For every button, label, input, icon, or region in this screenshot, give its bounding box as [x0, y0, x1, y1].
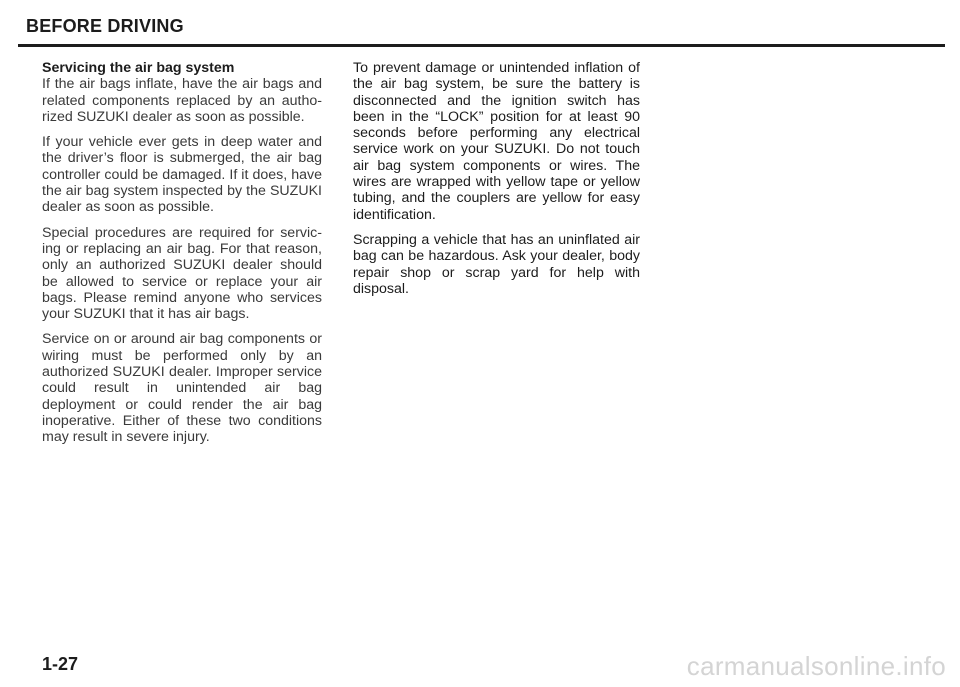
paragraph-special-procedures: Special procedures are required for servicing or replacing an air bag. For that reason, only an authorized SUZUKI dealer should be allowed to service or replace your air bags. Please remind anyone who services your SUZUKI that it has air bags. — [42, 224, 322, 323]
section-heading: Servicing the air bag system — [42, 60, 235, 76]
watermark-text: carmanualsonline.info — [686, 651, 946, 681]
paragraph-inflation: If the air bags inflate, have the air bags and related components replaced by an authorized SUZUKI dealer as soon as possible. — [42, 76, 322, 125]
paragraph-deep-water: If your vehicle ever gets in deep water and the driver’s floor is submerged, the air bag controller could be damaged. If it does, have the air bag system inspected by the SUZUKI dealer as soon as possible. — [42, 134, 322, 216]
paragraph-service-wiring: Service on or around air bag components or wiring must be performed only by an authorized SUZUKI dealer. Improper service could result in unintended air bag deployment or could render the air bag inoperative. Either of these two conditions may result in severe injury. — [42, 331, 322, 446]
paragraph-scrapping: Scrapping a vehicle that has an uninflated air bag can be hazardous. Ask your dealer, body repair shop or scrap yard for help with disposal. — [353, 231, 640, 297]
page-section-title: BEFORE DRIVING — [26, 16, 184, 36]
header-divider — [18, 44, 945, 47]
left-column — [42, 60, 322, 455]
paragraph-prevent-damage: To prevent damage or unintended inflation of the air bag system, be sure the battery is disconnected and the ignition switch has been in the “LOCK” position for at least 90 seconds before performing any electrical service work on your SUZUKI. Do not touch air bag system components or wires. The wires are wrapped with yellow tape or yellow tubing, and the couplers are yellow for easy identification. — [353, 60, 640, 223]
page-number: 1-27 — [42, 654, 79, 674]
right-column — [353, 60, 640, 306]
